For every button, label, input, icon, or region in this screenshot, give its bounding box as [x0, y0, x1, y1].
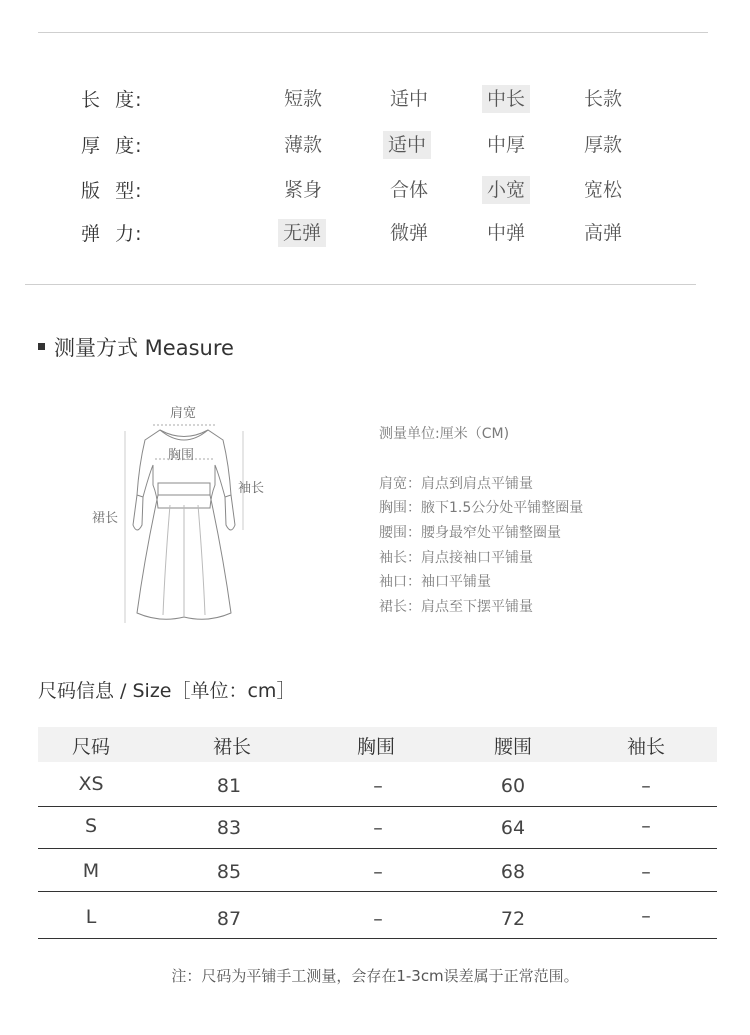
table-row-line — [38, 848, 717, 849]
table-row-line — [38, 891, 717, 892]
table-cell: 60 — [500, 775, 526, 797]
size-table-header: 尺码 — [71, 736, 110, 758]
table-cell: 83 — [216, 817, 242, 839]
table-cell: – — [373, 775, 383, 797]
attr-option-selected: 中长 — [482, 85, 530, 113]
table-cell: 68 — [500, 861, 526, 883]
attr-option: 适中 — [390, 88, 429, 110]
table-cell: – — [641, 905, 651, 927]
attr-option: 长款 — [584, 88, 623, 110]
size-table-header: 裙长 — [212, 736, 251, 758]
measure-note: 袖长：肩点接袖口平铺量 — [379, 550, 533, 566]
diagram-label-shoulder: 肩宽 — [170, 406, 197, 421]
table-cell: 87 — [216, 908, 242, 930]
diagram-label-chest: 胸围 — [168, 448, 195, 463]
measure-note: 胸围：腋下1.5公分处平铺整圈量 — [379, 500, 584, 516]
attr-label-fit: 版 型: — [81, 180, 143, 202]
table-cell: – — [373, 908, 383, 930]
attr-option: 中弹 — [487, 222, 526, 244]
table-cell: M — [82, 860, 100, 882]
section-bullet — [38, 343, 45, 350]
attr-option: 微弹 — [390, 222, 429, 244]
table-cell: – — [373, 861, 383, 883]
attr-option-selected: 小宽 — [482, 176, 530, 204]
section-divider — [25, 284, 696, 285]
attr-label-thickness: 厚 度: — [81, 135, 143, 157]
top-divider — [38, 32, 708, 33]
table-cell: XS — [78, 773, 104, 795]
attr-label-length: 长 度: — [81, 89, 143, 111]
attr-label-elasticity: 弹 力: — [81, 223, 143, 245]
size-table-header: 袖长 — [626, 736, 665, 758]
diagram-label-skirt: 裙长 — [92, 511, 119, 526]
footer-note: 注：尺码为平铺手工测量，会存在1-3cm误差属于正常范围。 — [171, 967, 579, 985]
unit-note: 测量单位:厘米（CM) — [379, 426, 510, 442]
attr-option-selected: 无弹 — [278, 219, 326, 247]
measure-note: 肩宽：肩点到肩点平铺量 — [379, 476, 533, 492]
attr-option-selected: 适中 — [383, 131, 431, 159]
table-cell: S — [84, 815, 98, 837]
table-cell: 85 — [216, 861, 242, 883]
size-table-header: 腰围 — [493, 736, 532, 758]
table-cell: – — [641, 861, 651, 883]
table-cell: 72 — [500, 908, 526, 930]
dress-diagram — [115, 395, 265, 630]
measure-note: 腰围：腰身最窄处平铺整圈量 — [379, 525, 561, 541]
table-row-line — [38, 806, 717, 807]
attr-option: 短款 — [284, 88, 323, 110]
attr-option: 中厚 — [487, 134, 526, 156]
table-cell: – — [641, 815, 651, 837]
table-cell: 81 — [216, 775, 242, 797]
measure-note: 裙长：肩点至下摆平铺量 — [379, 599, 533, 615]
table-cell: – — [641, 775, 651, 797]
attr-option: 厚款 — [584, 134, 623, 156]
attr-option: 薄款 — [284, 134, 323, 156]
table-cell: 64 — [500, 817, 526, 839]
attr-option: 高弹 — [584, 222, 623, 244]
diagram-label-sleeve: 袖长 — [238, 481, 265, 496]
measure-title: 测量方式 Measure — [54, 336, 234, 360]
table-cell: – — [373, 817, 383, 839]
size-table-header: 胸围 — [356, 736, 395, 758]
attr-option: 合体 — [390, 179, 429, 201]
table-cell: L — [85, 906, 97, 928]
attr-option: 宽松 — [584, 179, 623, 201]
size-table-title: 尺码信息 / Size［单位：cm］ — [38, 680, 296, 702]
measure-note: 袖口：袖口平铺量 — [379, 574, 491, 590]
table-row-line — [38, 938, 717, 939]
attr-option: 紧身 — [284, 179, 323, 201]
